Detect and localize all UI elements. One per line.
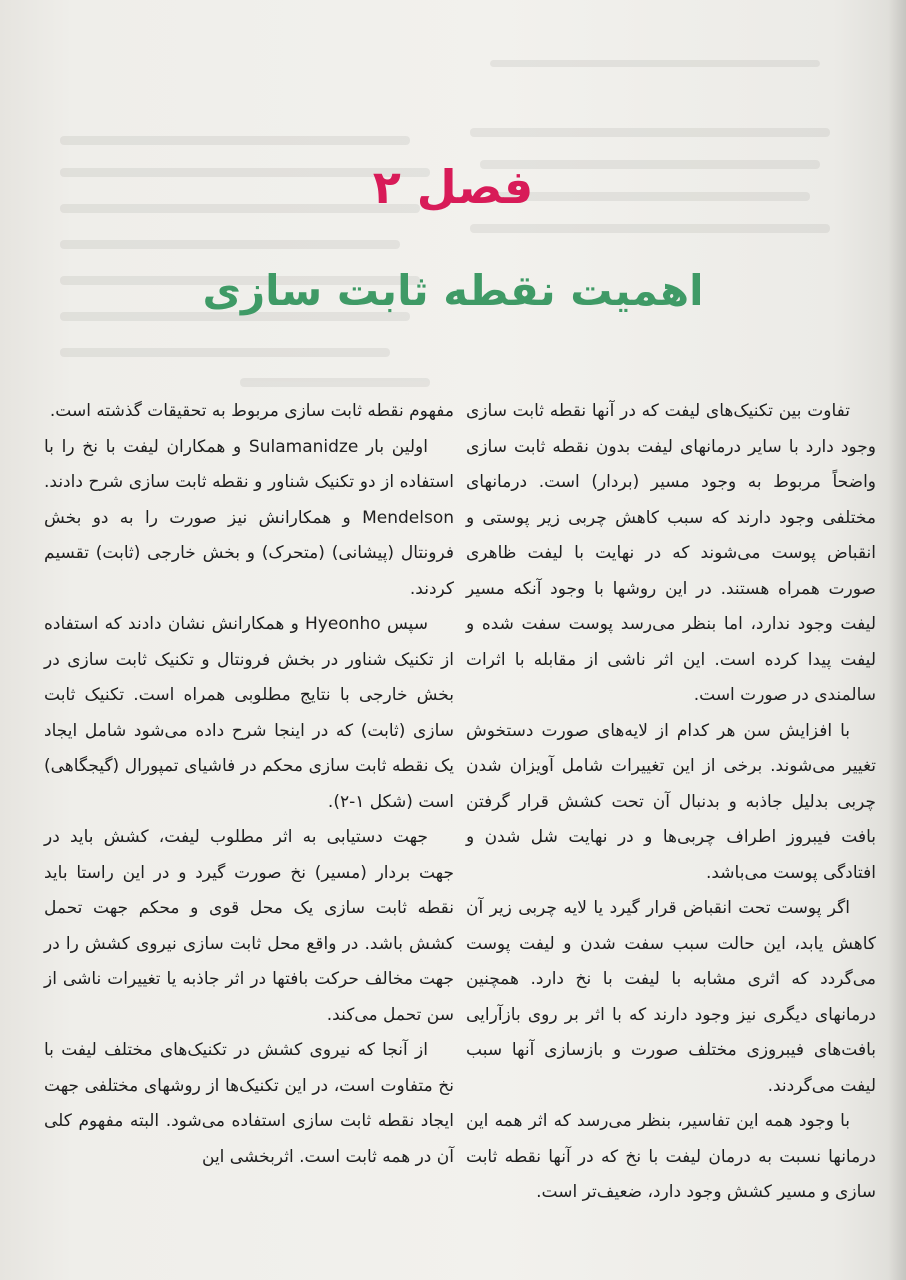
paragraph: مفهوم نقطه ثابت سازی مربوط به تحقیقات گذشته است. xyxy=(49,401,454,421)
right-text-column xyxy=(466,394,876,1211)
paragraph: سپس Hyeonho و همکارانش نشان دادند که استفاده از تکنیک شناور در بخش فرونتال و تکنیک ثابت سازی در بخش خارجی با نتایج مطلوبی همراه است. تکنیک ثابت سازی (ثابت) که در اینجا شرح داده می‌شود شامل ایجاد یک نقطه ثابت سازی محکم در فاشیای تمپورال (گیجگاهی) است (شکل ۱-۲). xyxy=(44,614,454,812)
left-text-column xyxy=(44,394,454,1175)
paragraph: با وجود همه این تفاسیر، بنظر می‌رسد که اثر همه این درمانها نسبت به درمان لیفت با نخ که در آنها نقطه ثابت سازی و مسیر کشش وجود دارد، ضعیف‌تر است. xyxy=(466,1111,876,1202)
paragraph: تفاوت بین تکنیک‌های لیفت که در آنها نقطه ثابت سازی وجود دارد با سایر درمانهای لیفت بدون نقطه ثابت سازی واضحاً مربوط به وجود مسیر (بردار) است. درمانهای مختلفی وجود دارند که سبب کاهش چربی زیر پوستی و انقباض پوست می‌شوند که در نهایت با لیفت ظاهری صورت همراه هستند. در این روشها با وجود آنکه مسیر لیفت وجود ندارد، اما بنظر می‌رسد پوست سفت شده و لیفت پیدا کرده است. این اثر ناشی از مقابله با اثرات سالمندی در صورت است. xyxy=(466,401,876,705)
paragraph: اگر پوست تحت انقباض قرار گیرد یا لایه چربی زیر آن کاهش یابد، این حالت سبب سفت شدن و لیفت پوست می‌گردد که اثری مشابه با لیفت با نخ دارد. همچنین درمانهای دیگری نیز وجود دارند که با اثر بر روی بازآرایی بافت‌های فیبروزی مختلف صورت و بازسازی آنها سبب لیفت می‌گردند. xyxy=(466,898,876,1096)
chapter-number-heading: فصل ۲ xyxy=(372,160,534,214)
paragraph: با افزایش سن هر کدام از لایه‌های صورت دستخوش تغییر می‌شوند. برخی از این تغییرات شامل آویزان شدن چربی بدلیل جاذبه و بدنبال آن تحت کشش قرار گرفتن بافت فیبروز اطراف چربی‌ها و در نهایت شل شدن و افتادگی پوست می‌باشد. xyxy=(466,720,876,883)
paragraph: جهت دستیابی به اثر مطلوب لیفت، کشش باید در جهت بردار (مسیر) نخ صورت گیرد و در این راستا باید نقطه ثابت سازی یک محل قوی و محکم جهت تحمل کشش باشد. در واقع محل ثابت سازی نیروی کشش را در جهت مخالف حرکت بافتها در اثر جاذبه یا تغییرات ناشی از سن تحمل می‌کند. xyxy=(44,827,454,1025)
chapter-title: اهمیت نقطه ثابت سازی xyxy=(202,266,704,315)
paragraph: اولین بار Sulamanidze و همکاران لیفت با نخ را با استفاده از دو تکنیک شناور و نقطه ثابت سازی شرح دادند. Mendelson و همکارانش نیز صورت را به دو بخش فرونتال (پیشانی) (متحرک) و بخش خارجی (ثابت) تقسیم کردند. xyxy=(44,436,454,599)
paragraph: از آنجا که نیروی کشش در تکنیک‌های مختلف لیفت با نخ متفاوت است، در این تکنیک‌ها از روشهای مختلفی جهت ایجاد نقطه ثابت سازی استفاده می‌شود. البته مفهوم کلی آن در همه ثابت است. اثربخشی این xyxy=(44,1040,454,1167)
page-edge-shadow xyxy=(888,0,906,1280)
